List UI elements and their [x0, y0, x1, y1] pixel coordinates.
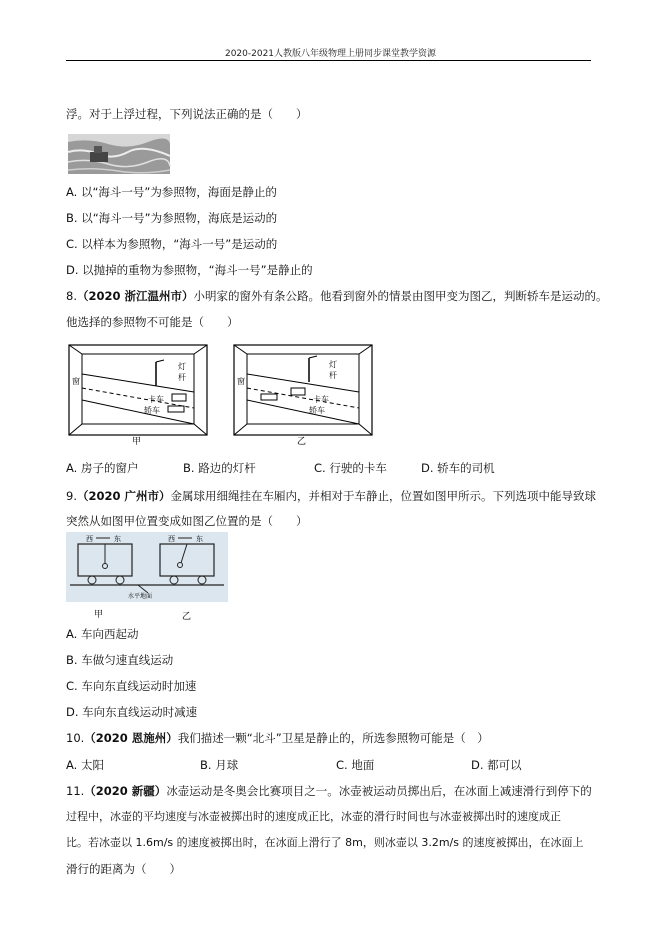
q9-number: 9.	[66, 489, 77, 503]
q8b-truck-label: 卡车	[313, 395, 329, 404]
q9a-east-label: 东	[114, 535, 121, 543]
q11-stem-line3: 比。若冰壶以 1.6m/s 的速度被掷出时，在冰面上滑行了 8m，则冰壶以 3.2m/s 的速度被掷出，在冰面上	[66, 836, 584, 849]
q7-option-a: A. 以“海斗一号”为参照物，海面是静止的	[66, 185, 277, 199]
q10-options	[66, 757, 591, 773]
q10-source: （2020 恩施州）	[84, 731, 178, 745]
q9-option-d: D. 车向东直线运动时减速	[66, 705, 198, 719]
q8-option-b: B. 路边的灯杆	[183, 461, 256, 475]
q8a-truck	[172, 394, 186, 401]
q7-option-d: D. 以抛掉的重物为参照物，“海斗一号”是静止的	[66, 263, 313, 277]
q8a-caption: 甲	[132, 437, 142, 447]
q9a-caption: 甲	[94, 610, 104, 620]
q11-number: 11.	[66, 784, 85, 798]
q8-stem1: 小明家的窗外有条公路。他看到窗外的情景由图甲变为图乙，判断轿车是运动的。	[193, 289, 608, 303]
q8-figure-b	[233, 344, 373, 447]
q9b-east-label: 东	[196, 535, 203, 543]
q8-options	[66, 460, 591, 476]
q8-stem-line2: 他选择的参照物不可能是（ ）	[66, 315, 239, 329]
q9b-west-label: 西	[168, 535, 175, 543]
q8-source: （2020 浙江温州市）	[76, 289, 194, 303]
q8a-lamp-label1: 灯	[178, 362, 186, 371]
q9-figure	[66, 532, 230, 624]
q8a-window-label: 窗	[72, 377, 80, 386]
q8a-lamp-label2: 杆	[178, 373, 186, 382]
q11-stem1: 冰壶运动是冬奥会比赛项目之一。冰壶被运动员掷出后，在冰面上减速滑行到停下的	[166, 784, 592, 798]
q7-option-b: B. 以“海斗一号”为参照物，海底是运动的	[66, 211, 278, 225]
q8b-car	[261, 394, 277, 400]
q8b-window-label: 窗	[237, 377, 245, 386]
q8b-lamp-label2: 杆	[329, 371, 337, 380]
q8-option-a: A. 房子的窗户	[66, 461, 139, 475]
q9-option-a: A. 车向西起动	[66, 627, 139, 641]
q11-source: （2020 新疆）	[84, 784, 167, 798]
q10-option-a: A. 太阳	[66, 758, 104, 772]
q10-stem-text: 我们描述一颗“北斗”卫星是静止的，所选参照物可能是（ ）	[177, 731, 489, 745]
q9-option-c: C. 车向东直线运动时加速	[66, 679, 197, 693]
q7-stem-tail: 浮。对于上浮过程，下列说法正确的是（ ）	[66, 107, 308, 121]
page-header: 2020-2021人教版八年级物理上册同步课堂教学资源	[224, 49, 437, 59]
q8b-lamp-label1: 灯	[329, 360, 337, 369]
q9-stem-line1	[66, 488, 596, 504]
q8b-car-label: 轿车	[309, 406, 325, 415]
q9a-west-label: 西	[86, 535, 93, 543]
q7-photo	[68, 134, 170, 174]
q8b-truck	[291, 388, 305, 395]
q8-figure-a	[68, 344, 208, 447]
q9-stem1: 金属球用细绳挂在车厢内，并相对于车静止，位置如图甲所示。下列选项中能导致球	[170, 489, 596, 503]
q8-stem-line1	[66, 288, 608, 304]
q9-ground-label: 水平地面	[128, 593, 153, 600]
q10-option-b: B. 月球	[200, 758, 239, 772]
q8a-car	[168, 406, 184, 412]
q9b-caption: 乙	[182, 612, 192, 622]
q10-number: 10.	[66, 731, 85, 745]
header-rule	[66, 60, 591, 61]
q8-option-c: C. 行驶的卡车	[314, 461, 387, 475]
q11-stem-line1	[66, 783, 592, 799]
q8a-truck-label: 卡车	[148, 395, 164, 404]
q10-option-d: D. 都可以	[471, 758, 522, 772]
q8b-caption: 乙	[297, 437, 307, 447]
q9-stem-line2: 突然从如图甲位置变成如图乙位置的是（ ）	[66, 514, 308, 528]
q8-number: 8.	[66, 289, 77, 303]
q9-source: （2020 广州市）	[76, 489, 171, 503]
q9-option-b: B. 车做匀速直线运动	[66, 653, 174, 667]
q8-option-d: D. 轿车的司机	[421, 461, 495, 475]
q10-stem	[66, 730, 489, 746]
q10-option-c: C. 地面	[336, 758, 375, 772]
q11-stem-line4: 滑行的距离为（ ）	[66, 862, 181, 876]
q11-stem-line2: 过程中，冰壶的平均速度与冰壶被掷出时的速度成正比，冰壶的滑行时间也与冰壶被掷出时的速度成正	[66, 810, 561, 823]
q8a-car-label: 轿车	[144, 406, 160, 415]
q7-option-c: C. 以样本为参照物，“海斗一号”是运动的	[66, 237, 278, 251]
